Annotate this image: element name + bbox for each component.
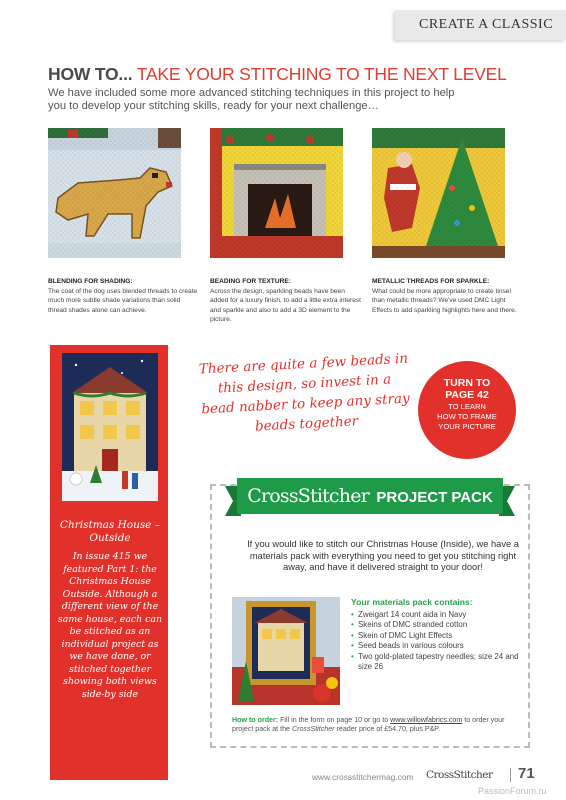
project-pack-intro: If you would like to stitch our Christmas House (Inside), we have a materials pack with everything you need to get you stitching right away, and have it delivered straight to your door!: [247, 539, 519, 572]
caption-metallic-title: METALLIC THREADS FOR SPARKLE:: [372, 278, 490, 285]
section-tab-label: CREATE A CLASSIC: [419, 17, 554, 32]
footer-divider: [510, 768, 511, 782]
project-pack-banner: [225, 472, 515, 522]
caption-blending: [48, 277, 200, 315]
footer-brand: CrossStitcher: [426, 769, 493, 781]
caption-metallic: [372, 277, 524, 315]
caption-beading-text: Across the design, sparkling beads have been added for a luxury finish, to add a little extra interest and sparkle and also to add a 3D element to the picture.: [210, 287, 362, 324]
bead-tip: There are quite a few beads in this design, so invest in a bead nabber to keep any stray beads together: [198, 350, 411, 435]
metallic-photo: [372, 128, 505, 258]
order-text-1: Fill in the form on page 10 or go to: [280, 716, 389, 724]
banner-label: PROJECT PACK: [376, 489, 493, 506]
page-number: 71: [518, 765, 535, 782]
order-info: [232, 716, 524, 734]
side-panel-title: Christmas House – Outside: [59, 519, 161, 544]
pack-contains-title: Your materials pack contains:: [351, 597, 473, 607]
list-item: • Two gold-plated tapestry needles; size 24 and size 26: [351, 652, 521, 673]
order-link[interactable]: www.willowfabrics.com: [390, 716, 463, 724]
beading-photo: [210, 128, 343, 258]
list-item: • Skein of DMC Light Effects: [351, 631, 521, 641]
footer-url: www.crossstitchermag.com: [312, 772, 414, 782]
caption-blending-text: The coat of the dog uses blended threads to create much more subtle shade variations than solid thread shades alone can achieve.: [48, 287, 198, 314]
turn-to-line1: TURN TO: [443, 377, 491, 389]
pack-contents-list: [351, 610, 521, 672]
project-pack-photo: [232, 597, 340, 705]
banner-brand: CrossStitcher: [247, 485, 369, 507]
caption-blending-title: BLENDING FOR SHADING:: [48, 278, 133, 285]
watermark: PassionForum.ru: [478, 786, 547, 796]
order-label: How to order:: [232, 716, 279, 724]
turn-to-line2: PAGE 42: [445, 389, 489, 401]
title-rest: TAKE YOUR STITCHING TO THE NEXT LEVEL: [136, 64, 507, 84]
christmas-house-outside-photo: [62, 353, 158, 501]
intro-paragraph: We have included some more advanced stitching techniques in this project to help you to develop your stitching skills, ready for your next challenge…: [48, 87, 455, 112]
turn-to-line4: HOW TO FRAME: [437, 412, 497, 421]
section-tab: [395, 10, 566, 40]
turn-to-line3: TO LEARN: [448, 402, 486, 411]
list-item: • Skeins of DMC stranded cotton: [351, 620, 521, 630]
turn-to-badge: [418, 361, 516, 459]
caption-beading: [210, 277, 362, 325]
blending-photo: [48, 128, 181, 258]
title-bold: HOW TO...: [48, 64, 133, 84]
list-item: • Seed beads in various colours: [351, 641, 521, 651]
page-title: [48, 64, 507, 85]
turn-to-line5: YOUR PICTURE: [438, 422, 496, 431]
order-brand: CrossStitcher: [291, 725, 335, 733]
caption-beading-title: BEADING FOR TEXTURE:: [210, 278, 291, 285]
side-panel-body: In issue 415 we featured Part 1: the Christmas House Outside. Although a different view of the same house, each can be stitched as an individual project as we have done, or stitched together showing both views side-by side: [57, 551, 163, 700]
caption-metallic-text: What could be more appropriate to create tinsel than metallic threads? We've used DMC Light Effects to add sparkling highlights here and there.: [372, 287, 517, 314]
order-text-2: to order your project pack at the: [232, 716, 505, 733]
order-text-3: reader price of £54.70, plus P&P.: [336, 725, 441, 733]
list-item: • Zweigart 14 count aida in Navy: [351, 610, 521, 620]
